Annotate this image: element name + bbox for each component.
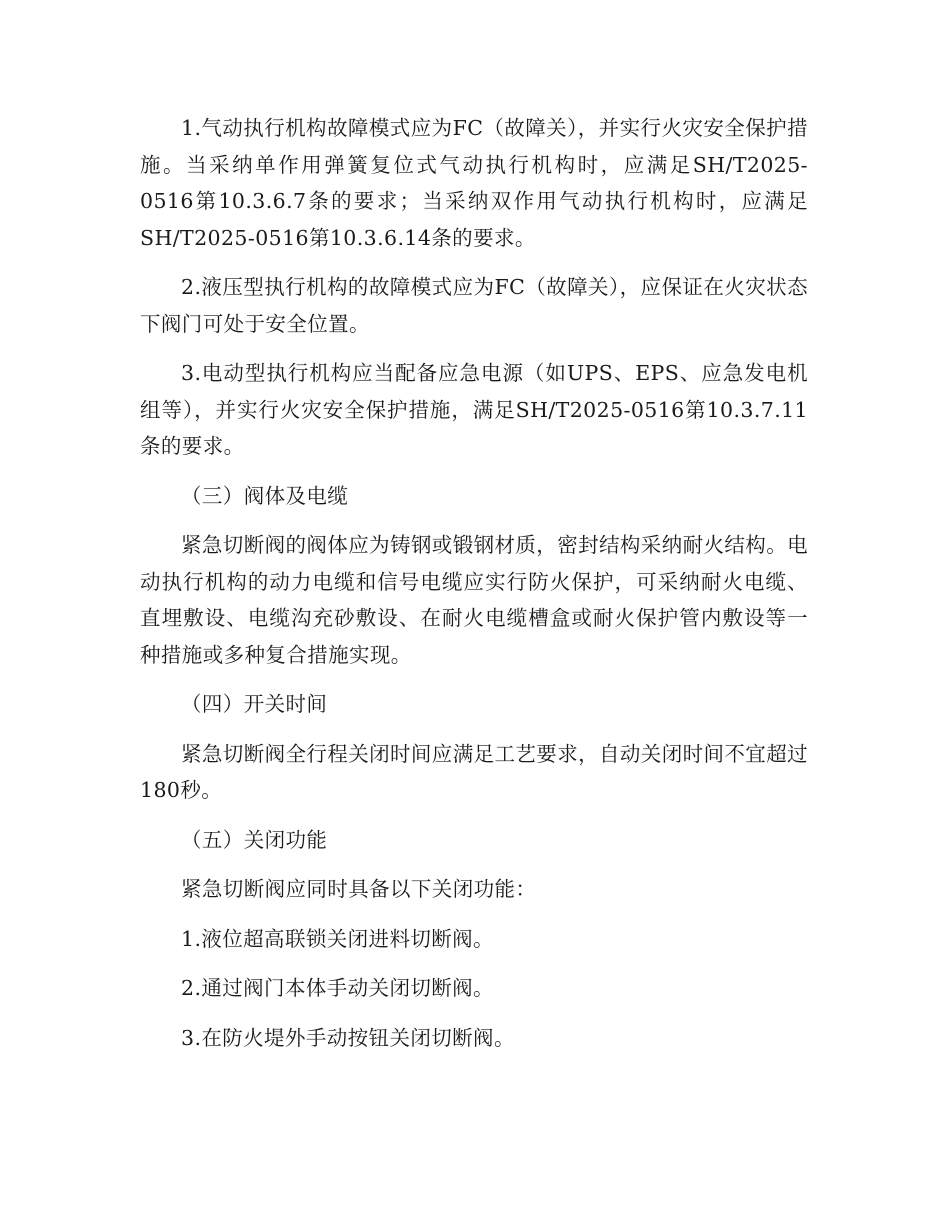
section-heading-switch-time: （四）开关时间 [181,692,328,716]
list-item-level-interlock: 1.液位超高联锁关闭进料切断阀。 [181,926,494,951]
paragraph-valve-body-cable: 紧急切断阀的阀体应为铸钢或锻钢材质，密封结构采纳耐火结构。电动执行机构的动力电缆和信号电缆应实行防火保护，可采纳耐火电缆、直埋敷设、电缆沟充砂敷设、在耐火电缆槽盒或耐火保护管内敷设等一种措施或多种复合措施实现。 [140,533,808,667]
paragraph-close-function-intro: 紧急切断阀应同时具备以下关闭功能： [181,877,537,901]
section-heading-close-function: （五）关闭功能 [181,827,328,852]
list-item-dike-button-close: 3.在防火堤外手动按钮关闭切断阀。 [181,1025,515,1050]
paragraph-hydraulic-actuator: 2.液压型执行机构的故障模式应为FC（故障关），应保证在火灾状态下阀门可处于安全位置。 [140,275,808,336]
paragraph-switch-time: 紧急切断阀全行程关闭时间应满足工艺要求，自动关闭时间不宜超过180秒。 [140,741,808,802]
paragraph-pneumatic-actuator: 1.气动执行机构故障模式应为FC（故障关），并实行火灾安全保护措施。当采纳单作用弹簧复位式气动执行机构时，应满足SH/T2025-0516第10.3.6.7条的要求；当采纳双作用气动执行机构时，应满足SH/T2025-0516第10.3.6.14条的要求。 [140,116,808,250]
paragraph-electric-actuator: 3.电动型执行机构应当配备应急电源（如UPS、EPS、应急发电机组等），并实行火灾安全保护措施，满足SH/T2025-0516第10.3.7.11条的要求。 [140,361,808,458]
document-page [140,110,808,1069]
list-item-manual-valve-close: 2.通过阀门本体手动关闭切断阀。 [181,976,494,1000]
section-heading-valve-body-cable: （三）阀体及电缆 [181,483,349,508]
